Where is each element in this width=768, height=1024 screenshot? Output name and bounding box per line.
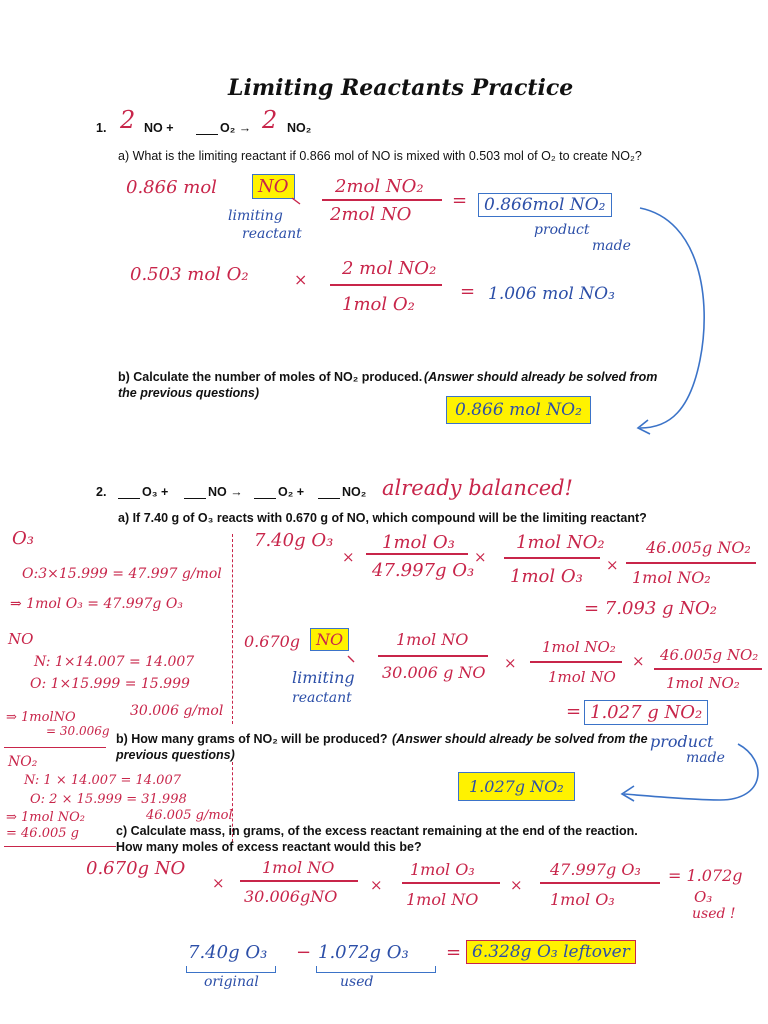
- q2-c-original: original: [204, 974, 259, 990]
- q2-arrow: [624, 744, 758, 800]
- q2-c-sub-a: 7.40g O₃: [188, 942, 268, 963]
- q2-c-den1: 30.006gNO: [244, 887, 338, 906]
- page-title: Limiting Reactants Practice: [228, 75, 574, 101]
- q1-number: 1.: [96, 121, 107, 135]
- q2-r2-num1: 1mol NO: [396, 630, 469, 649]
- q2-r2-given: 0.670g: [244, 632, 301, 651]
- q1-a-text: a) What is the limiting reactant if 0.866 mol of NO is mixed with 0.503 mol of O₂ to create NO₂?: [118, 149, 642, 163]
- q2-r1-result: = 7.093 g NO₂: [584, 598, 718, 619]
- q1-arrow: [640, 208, 704, 428]
- q1-limiting-label: limiting: [228, 208, 283, 224]
- q2-c-times-2: ×: [370, 876, 383, 894]
- q2-side-no-total: 30.006 g/mol: [130, 703, 224, 719]
- q2-r2-num2: 1mol NO₂: [542, 638, 616, 656]
- q2-c-text: c) Calculate mass, in grams, of the excess reactant remaining at the end of the reaction.: [116, 824, 638, 838]
- q1-reactant-label: reactant: [242, 226, 302, 242]
- q1-eq-no: NO +: [144, 121, 174, 135]
- q2-b-text: b) How many grams of NO₂ will be produced?: [116, 732, 388, 746]
- q1-line2-result: 1.006 mol NO₃: [488, 284, 615, 304]
- q2-c-text2: How many moles of excess reactant would this be?: [116, 840, 422, 854]
- q2-side-no2-mol2: = 46.005 g: [6, 826, 79, 841]
- q2-side-o3: O₃: [12, 528, 34, 549]
- q2-c-den2: 1mol NO: [406, 890, 479, 909]
- q2-side-no-mol: ⇒ 1molNO: [6, 710, 76, 725]
- q2-r2-reactant: reactant: [292, 690, 352, 706]
- q2-b-hint2: previous questions): [116, 748, 235, 762]
- q2-number: 2.: [96, 485, 107, 499]
- q2-b-hint: (Answer should already be solved from the: [392, 732, 648, 746]
- q2-c-result2: O₃: [694, 888, 713, 906]
- q2-side-no2-o: O: 2 × 15.999 = 31.998: [30, 792, 187, 807]
- q1-product-label: product: [534, 222, 590, 238]
- q2-a-text: a) If 7.40 g of O₃ reacts with 0.670 g of NO, which compound will be the limiting reactant?: [118, 511, 647, 525]
- q2-r1-den2: 1mol O₃: [510, 566, 583, 587]
- q2-c-result3: used !: [692, 906, 736, 922]
- q2-r2-result-eq: =: [566, 701, 582, 722]
- q2-b-answer: 1.027g NO₂: [458, 772, 575, 801]
- q1-line2-den: 1mol O₂: [342, 294, 415, 315]
- q1-line2-given: 0.503 mol O₂: [130, 264, 249, 285]
- q1-limit-tick: [292, 198, 300, 204]
- q1-b-answer: 0.866 mol NO₂: [446, 396, 591, 424]
- q2-r1-times-2: ×: [474, 548, 487, 566]
- q2-c-eq: =: [446, 942, 462, 963]
- q2-side-no-mol2: = 30.006g: [46, 724, 110, 738]
- q2-r2-den1: 30.006 g NO: [382, 663, 486, 682]
- q2-r2-den3: 1mol NO₂: [666, 674, 740, 692]
- q2-c-den3: 1mol O₃: [550, 890, 615, 909]
- q2-c-minus: −: [296, 942, 312, 963]
- q1-b-hint2: the previous questions): [118, 386, 259, 400]
- q2-side-no2-n: N: 1 × 14.007 = 14.007: [24, 773, 181, 788]
- q2-arrow-head: [622, 786, 634, 801]
- q1-line2-eq: =: [460, 281, 476, 302]
- q1-line1-result: 0.866mol NO₂: [478, 193, 612, 217]
- q1-line1-species: NO: [252, 174, 295, 199]
- q1-b-text: b) Calculate the number of moles of NO₂ produced.: [118, 370, 423, 384]
- q2-c-num3: 47.997g O₃: [550, 860, 641, 879]
- q2-r2-den2: 1mol NO: [548, 668, 616, 686]
- q2-r2-product: product: [650, 732, 714, 751]
- q2-r1-num1: 1mol O₃: [382, 532, 455, 553]
- q2-c-result: = 1.072g: [668, 866, 743, 885]
- q1-coef-no2: 2: [262, 106, 278, 134]
- q2-r2-made: made: [686, 750, 725, 766]
- q2-eq-o3: O₃ +: [142, 485, 169, 499]
- q1-b-hint: (Answer should already be solved from: [424, 370, 658, 384]
- q2-r2-result: 1.027 g NO₂: [584, 700, 708, 725]
- q1-line2-times: ×: [294, 270, 308, 289]
- q2-r2-num3: 46.005g NO₂: [660, 646, 759, 664]
- q2-balanced-note: already balanced!: [382, 476, 573, 500]
- q2-c-used: used: [340, 974, 374, 990]
- q2-limit-tick: [348, 656, 354, 662]
- q2-eq-no: NO →: [208, 485, 243, 499]
- q1-coef-no: 2: [120, 106, 136, 134]
- q2-r1-num3: 46.005g NO₂: [646, 538, 751, 557]
- q2-side-no2-total: 46.005 g/mol: [146, 808, 233, 823]
- q2-side-no-n: N: 1×14.007 = 14.007: [34, 654, 195, 670]
- q2-side-no-o: O: 1×15.999 = 15.999: [30, 676, 190, 692]
- q1-eq-o2: O₂ →: [220, 121, 252, 135]
- q1-line1-given: 0.866 mol: [126, 177, 217, 198]
- q2-r1-den1: 47.997g O₃: [372, 560, 475, 581]
- q2-r2-times-1: ×: [504, 654, 517, 672]
- q1-line1-eq: =: [452, 190, 468, 211]
- q2-side-no2: NO₂: [8, 754, 38, 770]
- q1-line1-num: 2mol NO₂: [335, 176, 424, 197]
- q2-c-given: 0.670g NO: [86, 858, 186, 879]
- q2-c-times-1: ×: [212, 874, 225, 892]
- q2-r2-limiting: limiting: [292, 668, 355, 687]
- q2-c-times-3: ×: [510, 876, 523, 894]
- q2-side-no2-mol: ⇒ 1mol NO₂: [6, 810, 85, 825]
- q2-r1-times-1: ×: [342, 548, 355, 566]
- q1-line2-num: 2 mol NO₂: [342, 258, 437, 279]
- q2-side-o3-calc: O:3×15.999 = 47.997 g/mol: [22, 566, 222, 582]
- q2-c-num1: 1mol NO: [262, 858, 335, 877]
- q1-line1-den: 2mol NO: [330, 204, 412, 225]
- q2-side-no: NO: [8, 630, 34, 648]
- q1-made-label: made: [592, 238, 631, 254]
- q2-side-o3-mol: ⇒ 1mol O₃ = 47.997g O₃: [10, 596, 183, 612]
- q2-eq-o2: O₂ +: [278, 485, 305, 499]
- q2-r1-num2: 1mol NO₂: [516, 532, 605, 553]
- q2-r1-given: 7.40g O₃: [254, 530, 334, 551]
- q2-c-answer: 6.328g O₃ leftover: [466, 940, 636, 964]
- q2-c-sub-b: 1.072g O₃: [318, 942, 409, 963]
- q2-r2-times-2: ×: [632, 652, 645, 670]
- q2-c-num2: 1mol O₃: [410, 860, 475, 879]
- q2-eq-no2: NO₂: [342, 485, 367, 499]
- q1-eq-no2: NO₂: [287, 121, 312, 135]
- q2-r2-species: NO: [310, 628, 349, 651]
- q2-r1-times-3: ×: [606, 556, 619, 574]
- q2-r1-den3: 1mol NO₂: [632, 568, 711, 587]
